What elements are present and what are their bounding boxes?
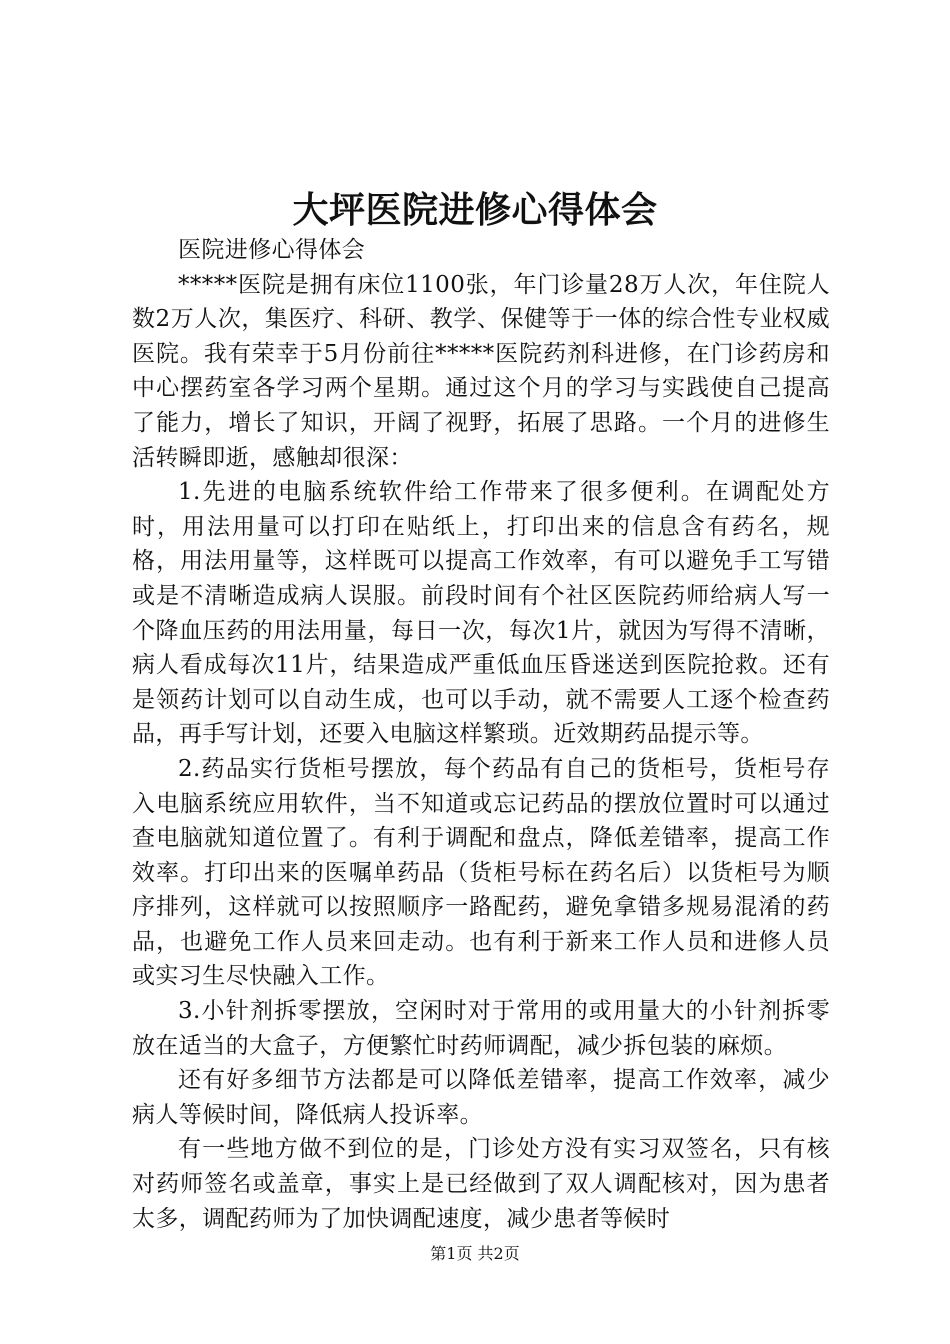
intro-paragraph: *****医院是拥有床位1100张，年门诊量28万人次，年住院人数2万人次，集医疗、科研、教学、保健等于一体的综合性专业权威医院。我有荣幸于5月份前往*****医院药剂科进修，在门诊药房和中心摆药室各学习两个星期。通过这个月的学习与实践使自己提高了能力，增长了知识，开阔了视野，拓展了思路。一个月的进修生活转瞬即逝，感触却很深： (132, 271, 830, 471)
point-3-paragraph: 3.小针剂拆零摆放，空闲时对于常用的或用量大的小针剂拆零放在适当的大盒子，方便繁忙时药师调配，减少拆包装的麻烦。 (132, 998, 830, 1059)
point-2-paragraph: 2.药品实行货柜号摆放，每个药品有自己的货柜号，货柜号存入电脑系统应用软件，当不知道或忘记药品的摆放位置时可以通过查电脑就知道位置了。有利于调配和盘点，降低差错率，提高工作效率。打印出来的医嘱单药品（货柜号标在药名后）以货柜号为顺序排列，这样就可以按照顺序一路配药，避免拿错多规易混淆的药品，也避免工作人员来回走动。也有利于新来工作人员和进修人员或实习生尽快融入工作。 (132, 755, 830, 990)
shortcoming-paragraph: 有一些地方做不到位的是，门诊处方没有实习双签名，只有核对药师签名或盖章，事实上是已经做到了双人调配核对，因为患者太多，调配药师为了加快调配速度，减少患者等候时 (132, 1136, 830, 1232)
summary-paragraph: 还有好多细节方法都是可以降低差错率，提高工作效率，减少病人等候时间，降低病人投诉率。 (132, 1067, 830, 1128)
point-1-paragraph: 1.先进的电脑系统软件给工作带来了很多便利。在调配处方时，用法用量可以打印在贴纸上，打印出来的信息含有药名，规格，用法用量等，这样既可以提高工作效率，有可以避免手工写错或是不清晰造成病人误服。前段时间有个社区医院药师给病人写一个降血压药的用法用量，每日一次，每次1片，就因为写得不清晰，病人看成每次11片，结果造成严重低血压昏迷送到医院抢救。还有是领药计划可以自动生成，也可以手动，就不需要人工逐个检查药品，再手写计划，还要入电脑这样繁琐。近效期药品提示等。 (132, 479, 830, 748)
document-title: 大坪医院进修心得体会 (292, 189, 658, 231)
document-body (132, 233, 830, 1236)
subtitle-paragraph: 医院进修心得体会 (178, 237, 366, 263)
page-footer: 第1页 共2页 (430, 1244, 520, 1263)
